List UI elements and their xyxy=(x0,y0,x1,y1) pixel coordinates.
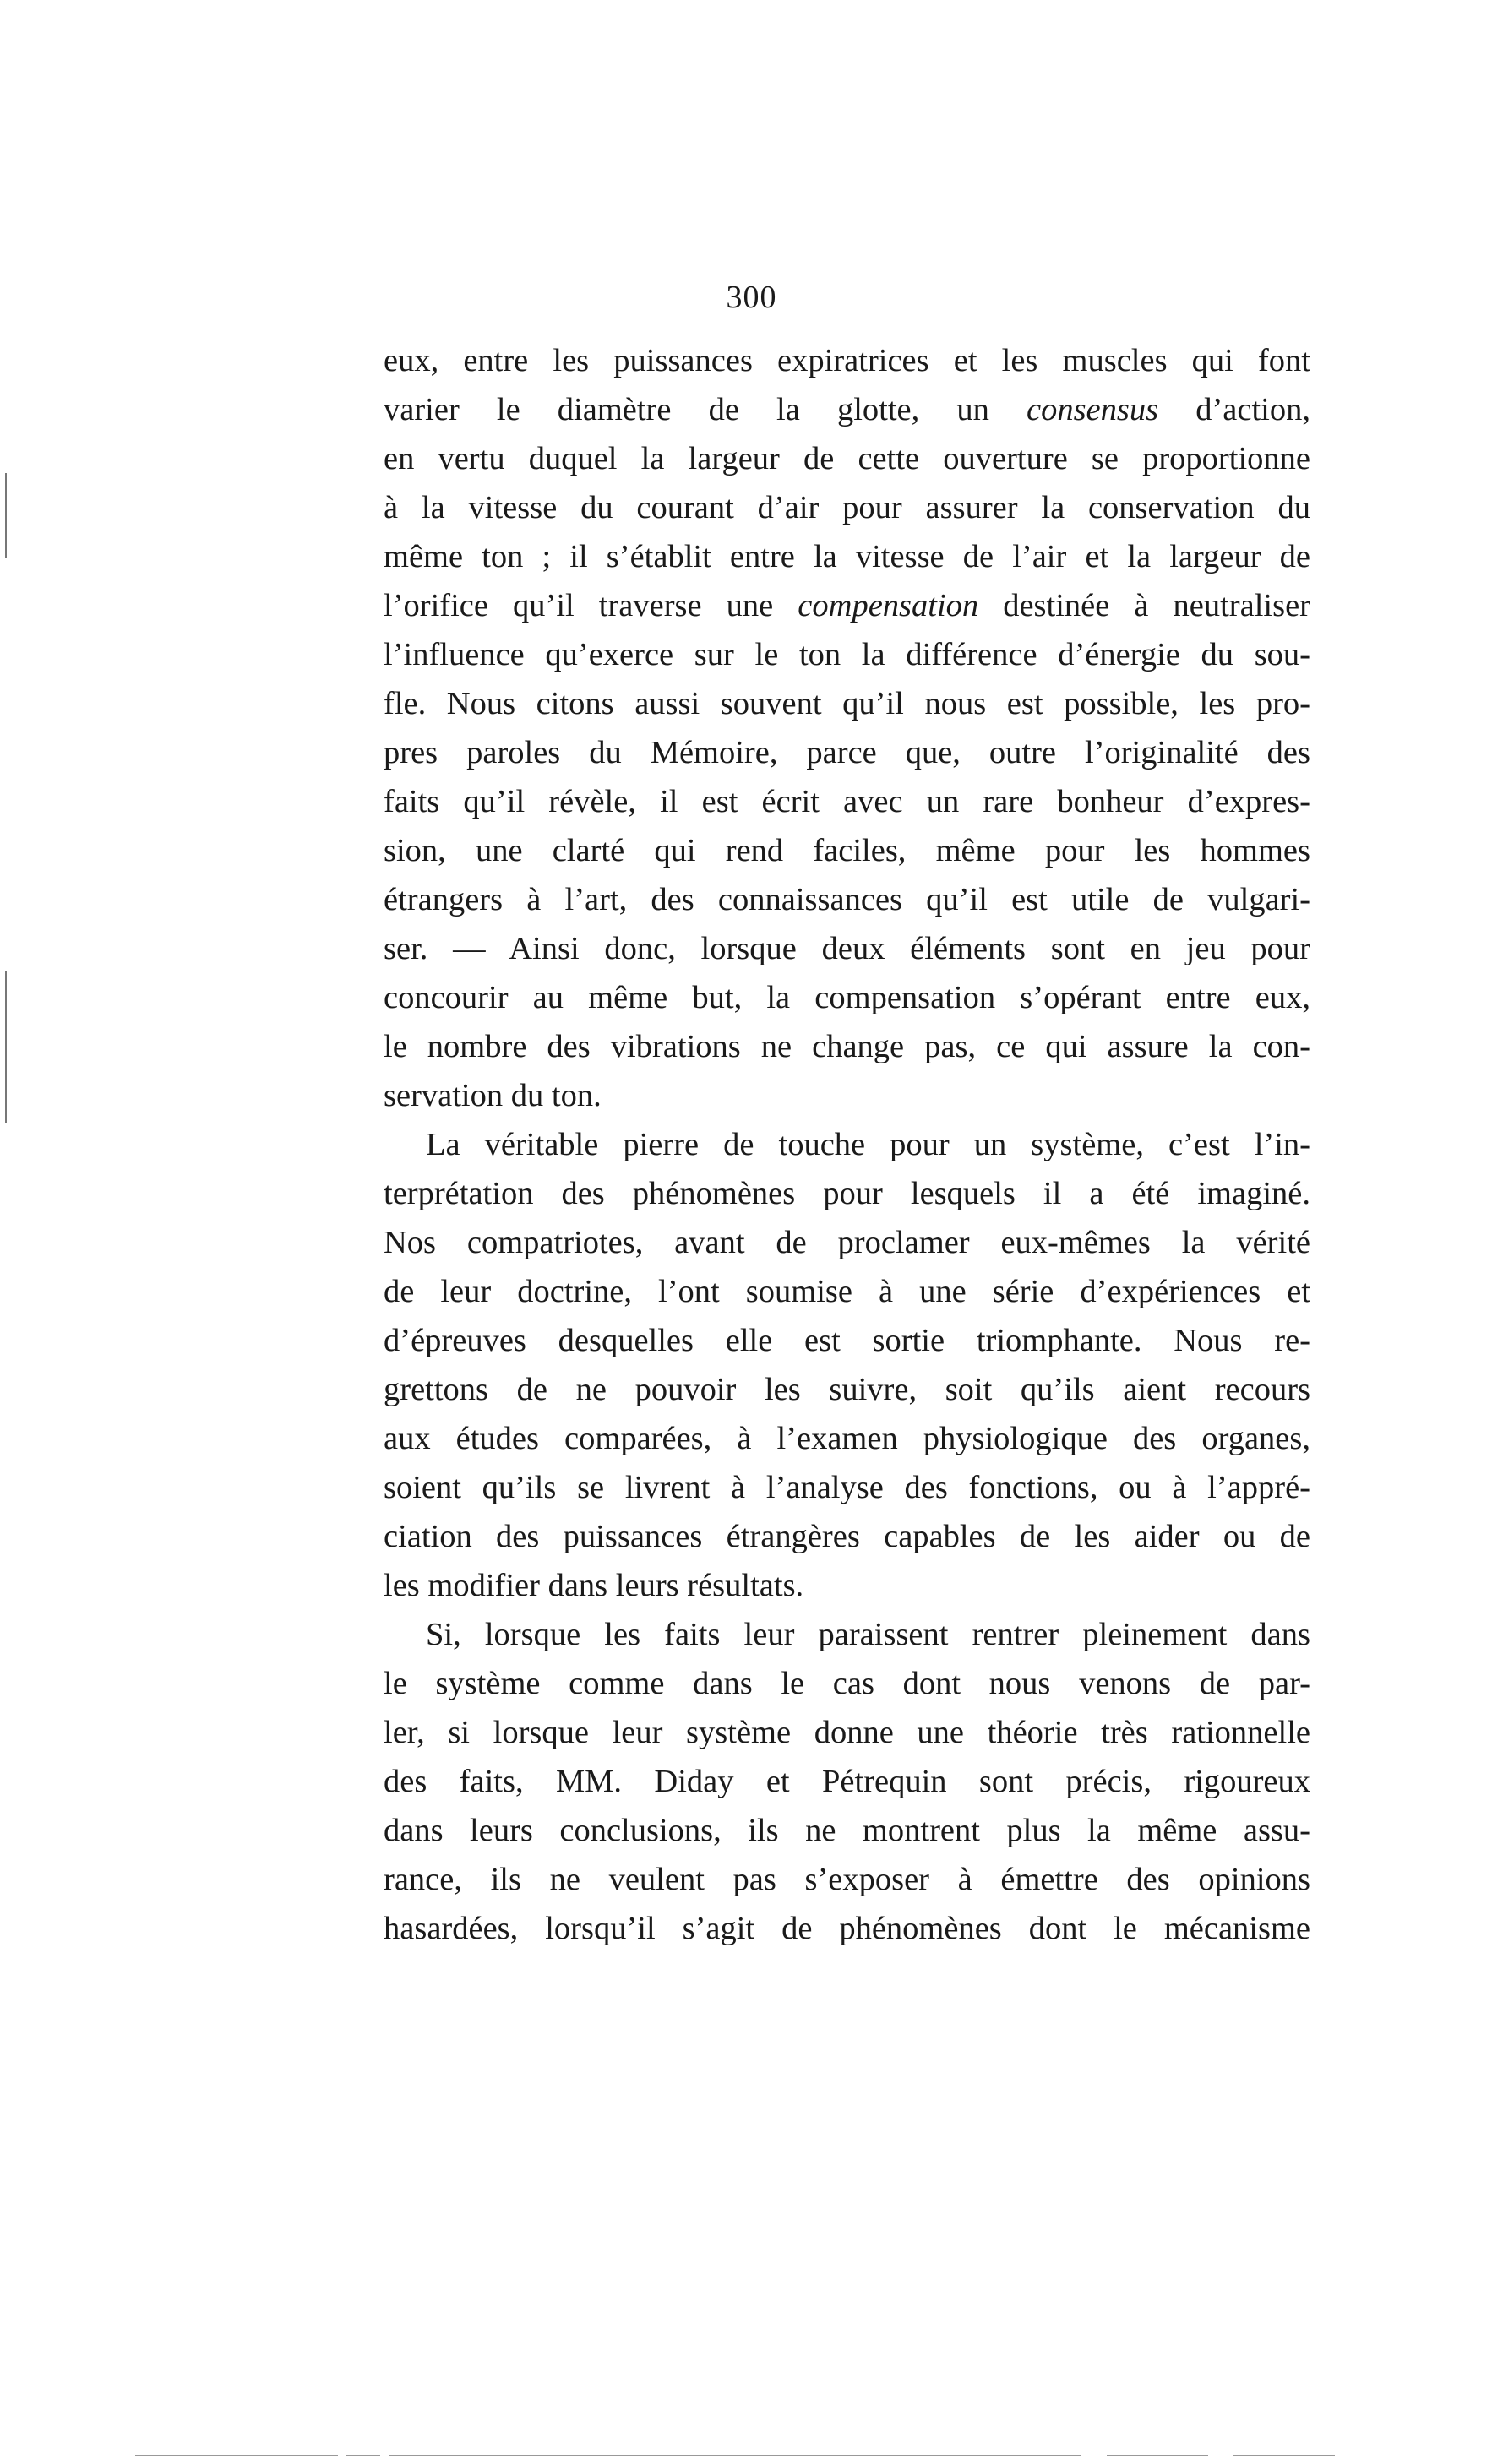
text-segment: destinée à neutraliser xyxy=(978,588,1310,623)
text-line xyxy=(384,1120,1310,1169)
text-segment: sion, une clarté qui rend faciles, même pour les hommes xyxy=(384,833,1310,868)
text-line xyxy=(384,728,1310,777)
text-line xyxy=(384,630,1310,679)
text-segment: de leur doctrine, l’ont soumise à une série d’expériences et xyxy=(384,1274,1310,1309)
text-line xyxy=(384,581,1310,630)
text-line xyxy=(384,434,1310,483)
text-segment: le système comme dans le cas dont nous venons de par- xyxy=(384,1666,1310,1701)
text-segment: les modifier dans leurs résultats. xyxy=(384,1568,804,1603)
body-text xyxy=(384,336,1310,1953)
text-line xyxy=(384,1022,1310,1071)
text-segment: ciation des puissances étrangères capables de les aider ou de xyxy=(384,1519,1310,1554)
text-segment: ler, si lorsque leur système donne une théorie très rationnelle xyxy=(384,1715,1310,1750)
text-line xyxy=(384,1904,1310,1953)
text-line xyxy=(384,1218,1310,1267)
text-line xyxy=(384,875,1310,924)
text-line xyxy=(384,1071,1310,1120)
text-line xyxy=(384,1806,1310,1855)
emphasized-term: compensation xyxy=(798,588,979,623)
text-line xyxy=(384,1365,1310,1414)
text-segment: Nos compatriotes, avant de proclamer eux-mêmes la vérité xyxy=(384,1225,1310,1260)
text-segment: terprétation des phénomènes pour lesquels il a été imaginé. xyxy=(384,1176,1310,1211)
text-segment: concourir au même but, la compensation s’opérant entre eux, xyxy=(384,980,1310,1015)
text-segment: faits qu’il révèle, il est écrit avec un rare bonheur d’expres- xyxy=(384,784,1310,819)
text-segment: La véritable pierre de touche pour un système, c’est l’in- xyxy=(426,1127,1310,1162)
text-segment: varier le diamètre de la glotte, un xyxy=(384,392,1027,427)
bottom-rule-5 xyxy=(1233,2455,1335,2456)
emphasized-term: consensus xyxy=(1026,392,1159,427)
page-number: 300 xyxy=(726,280,777,315)
text-line xyxy=(384,336,1310,385)
bottom-rule-3 xyxy=(389,2455,1081,2456)
text-segment: fle. Nous citons aussi souvent qu’il nous est possible, les pro- xyxy=(384,686,1310,721)
bottom-rule-2 xyxy=(346,2455,380,2456)
text-segment: dans leurs conclusions, ils ne montrent plus la même assu- xyxy=(384,1813,1310,1848)
text-line xyxy=(384,1267,1310,1316)
text-segment: même ton ; il s’établit entre la vitesse de l’air et la largeur de xyxy=(384,539,1310,574)
text-line xyxy=(384,483,1310,532)
text-segment: en vertu duquel la largeur de cette ouverture se proportionne xyxy=(384,441,1310,476)
text-line xyxy=(384,1561,1310,1610)
text-segment: l’orifice qu’il traverse une xyxy=(384,588,798,623)
text-segment: Si, lorsque les faits leur paraissent rentrer pleinement dans xyxy=(426,1617,1310,1652)
bottom-rule-4 xyxy=(1107,2455,1208,2456)
text-line xyxy=(384,777,1310,826)
text-segment: l’influence qu’exerce sur le ton la différence d’énergie du sou- xyxy=(384,637,1310,672)
text-segment: d’épreuves desquelles elle est sortie triomphante. Nous re- xyxy=(384,1323,1310,1358)
text-line xyxy=(384,826,1310,875)
text-line xyxy=(384,1855,1310,1904)
text-segment: rance, ils ne veulent pas s’exposer à émettre des opinions xyxy=(384,1862,1310,1897)
text-segment: à la vitesse du courant d’air pour assurer la conservation du xyxy=(384,490,1310,525)
text-segment: grettons de ne pouvoir les suivre, soit qu’ils aient recours xyxy=(384,1372,1310,1407)
text-line xyxy=(384,1708,1310,1757)
text-line xyxy=(384,1610,1310,1659)
text-segment: servation du ton. xyxy=(384,1078,602,1113)
text-segment: soient qu’ils se livrent à l’analyse des fonctions, ou à l’appré- xyxy=(384,1470,1310,1505)
text-segment: des faits, MM. Diday et Pétrequin sont précis, rigoureux xyxy=(384,1764,1310,1799)
text-segment: étrangers à l’art, des connaissances qu’il est utile de vulgari- xyxy=(384,882,1310,917)
text-line xyxy=(384,1757,1310,1806)
text-segment: hasardées, lorsqu’il s’agit de phénomènes dont le mécanisme xyxy=(384,1911,1310,1946)
scan-edge-mark-lower xyxy=(5,971,7,1123)
text-segment: aux études comparées, à l’examen physiologique des organes, xyxy=(384,1421,1310,1456)
text-line xyxy=(384,973,1310,1022)
text-line xyxy=(384,1316,1310,1365)
bottom-rule-1 xyxy=(135,2455,338,2456)
text-line xyxy=(384,1414,1310,1463)
text-line xyxy=(384,385,1310,434)
text-line xyxy=(384,1512,1310,1561)
text-segment: eux, entre les puissances expiratrices et les muscles qui font xyxy=(384,343,1310,378)
text-segment: le nombre des vibrations ne change pas, ce qui assure la con- xyxy=(384,1029,1310,1064)
text-segment: d’action, xyxy=(1158,392,1310,427)
text-line xyxy=(384,1659,1310,1708)
text-segment: pres paroles du Mémoire, parce que, outre l’originalité des xyxy=(384,735,1310,770)
text-line xyxy=(384,924,1310,973)
text-segment: ser. — Ainsi donc, lorsque deux éléments sont en jeu pour xyxy=(384,931,1310,966)
text-line xyxy=(384,679,1310,728)
scan-edge-mark-upper xyxy=(5,473,7,558)
text-line xyxy=(384,1463,1310,1512)
text-line xyxy=(384,532,1310,581)
text-line xyxy=(384,1169,1310,1218)
